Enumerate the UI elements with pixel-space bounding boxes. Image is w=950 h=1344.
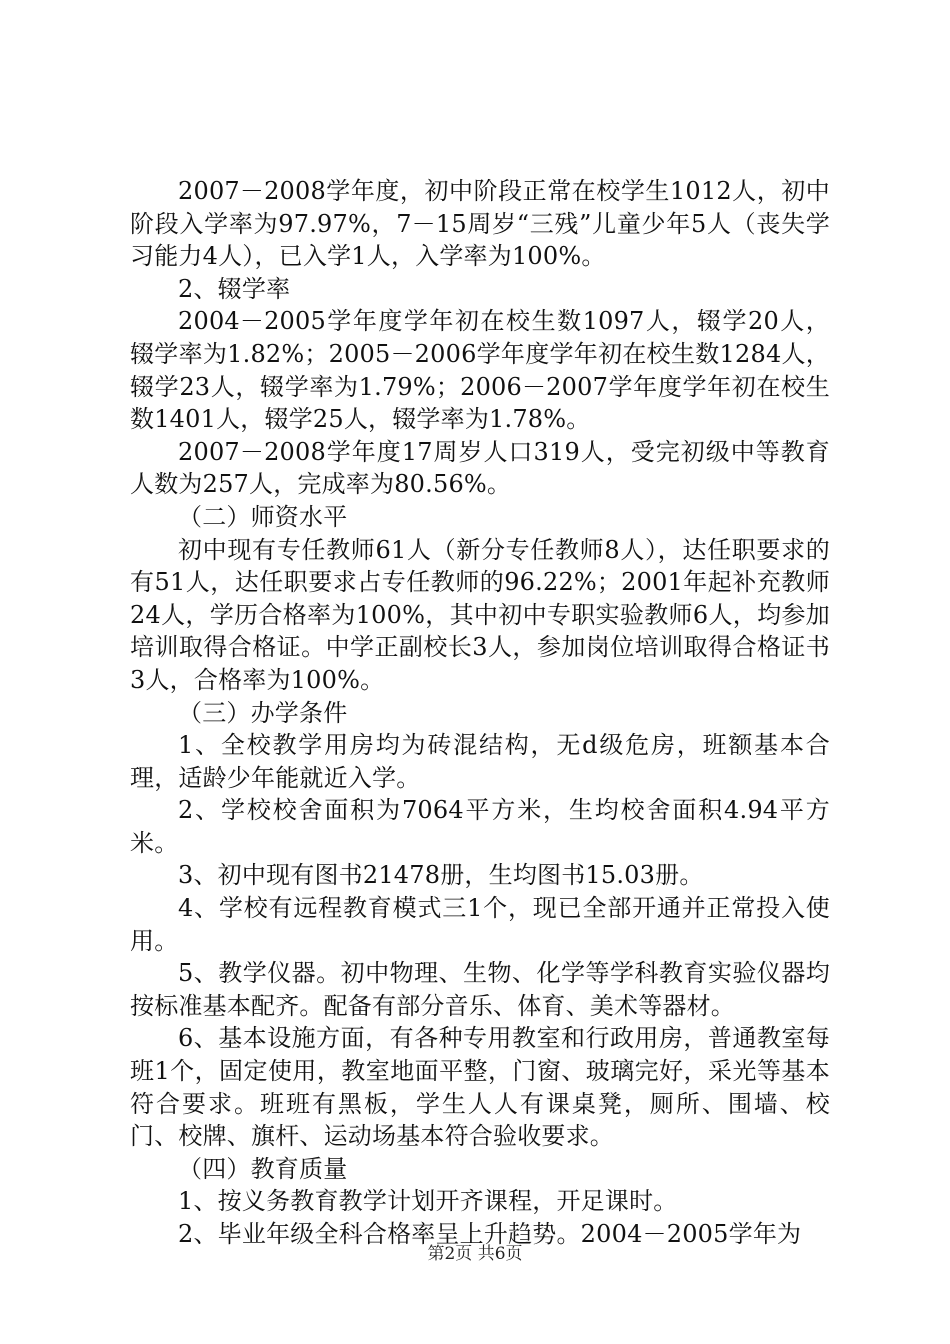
paragraph-enrollment-2007: 2007－2008学年度，初中阶段正常在校学生1012人，初中阶段入学率为97.97%，7－15周岁“三残”儿童少年5人（丧失学习能力4人），已入学1人，入学率为100%。 (130, 177, 830, 271)
paragraph-condition-2: 2、学校校舍面积为7064平方米，生均校舍面积4.94平方米。 (130, 796, 830, 857)
paragraph-condition-6: 6、基本设施方面，有各种专用教室和行政用房，普通教室每班1个，固定使用，教室地面平整，门窗、玻璃完好，采光等基本符合要求。班班有黑板，学生人人有课桌凳，厕所、围墙、校门、校牌、旗杆、运动场基本符合验收要求。 (130, 1024, 830, 1151)
heading-dropout-rate: 2、辍学率 (178, 274, 291, 303)
heading-education-quality: （四）教育质量 (178, 1154, 348, 1183)
heading-school-conditions: （三）办学条件 (178, 698, 348, 727)
paragraph-condition-4: 4、学校有远程教育模式三1个，现已全部开通并正常投入使用。 (130, 894, 830, 955)
paragraph-quality-2: 2、毕业年级全科合格率呈上升趋势。2004－2005学年为 (178, 1220, 802, 1248)
paragraph-condition-5: 5、教学仪器。初中物理、生物、化学等学科教育实验仪器均按标准基本配齐。配备有部分音乐、体育、美术等器材。 (130, 959, 830, 1020)
paragraph-condition-1: 1、全校教学用房均为砖混结构，无d级危房，班额基本合理，适龄少年能就近入学。 (130, 731, 830, 792)
document-body (130, 175, 830, 1251)
heading-teachers: （二）师资水平 (178, 502, 348, 531)
paragraph-quality-1: 1、按义务教育教学计划开齐课程，开足课时。 (178, 1187, 678, 1216)
paragraph-teachers: 初中现有专任教师61人（新分专任教师8人），达任职要求的有51人，达任职要求占专任教师的96.22%；2001年起补充教师24人，学历合格率为100%，其中初中专职实验教师6人，均参加培训取得合格证。中学正副校长3人，参加岗位培训取得合格证书3人，合格率为100%。 (130, 535, 830, 694)
page-number-footer: 第2页 共6页 (427, 1244, 523, 1264)
paragraph-dropout-stats: 2004－2005学年度学年初在校生数1097人，辍学20人，辍学率为1.82%；2005－2006学年度学年初在校生数1284人，辍学23人，辍学率为1.79%；2006－2007学年度学年初在校生数1401人，辍学25人，辍学率为1.78%。 (130, 307, 830, 434)
paragraph-completion-rate: 2007－2008学年度17周岁人口319人，受完初级中等教育人数为257人，完成率为80.56%。 (130, 437, 830, 499)
paragraph-condition-3: 3、初中现有图书21478册，生均图书15.03册。 (178, 861, 704, 890)
